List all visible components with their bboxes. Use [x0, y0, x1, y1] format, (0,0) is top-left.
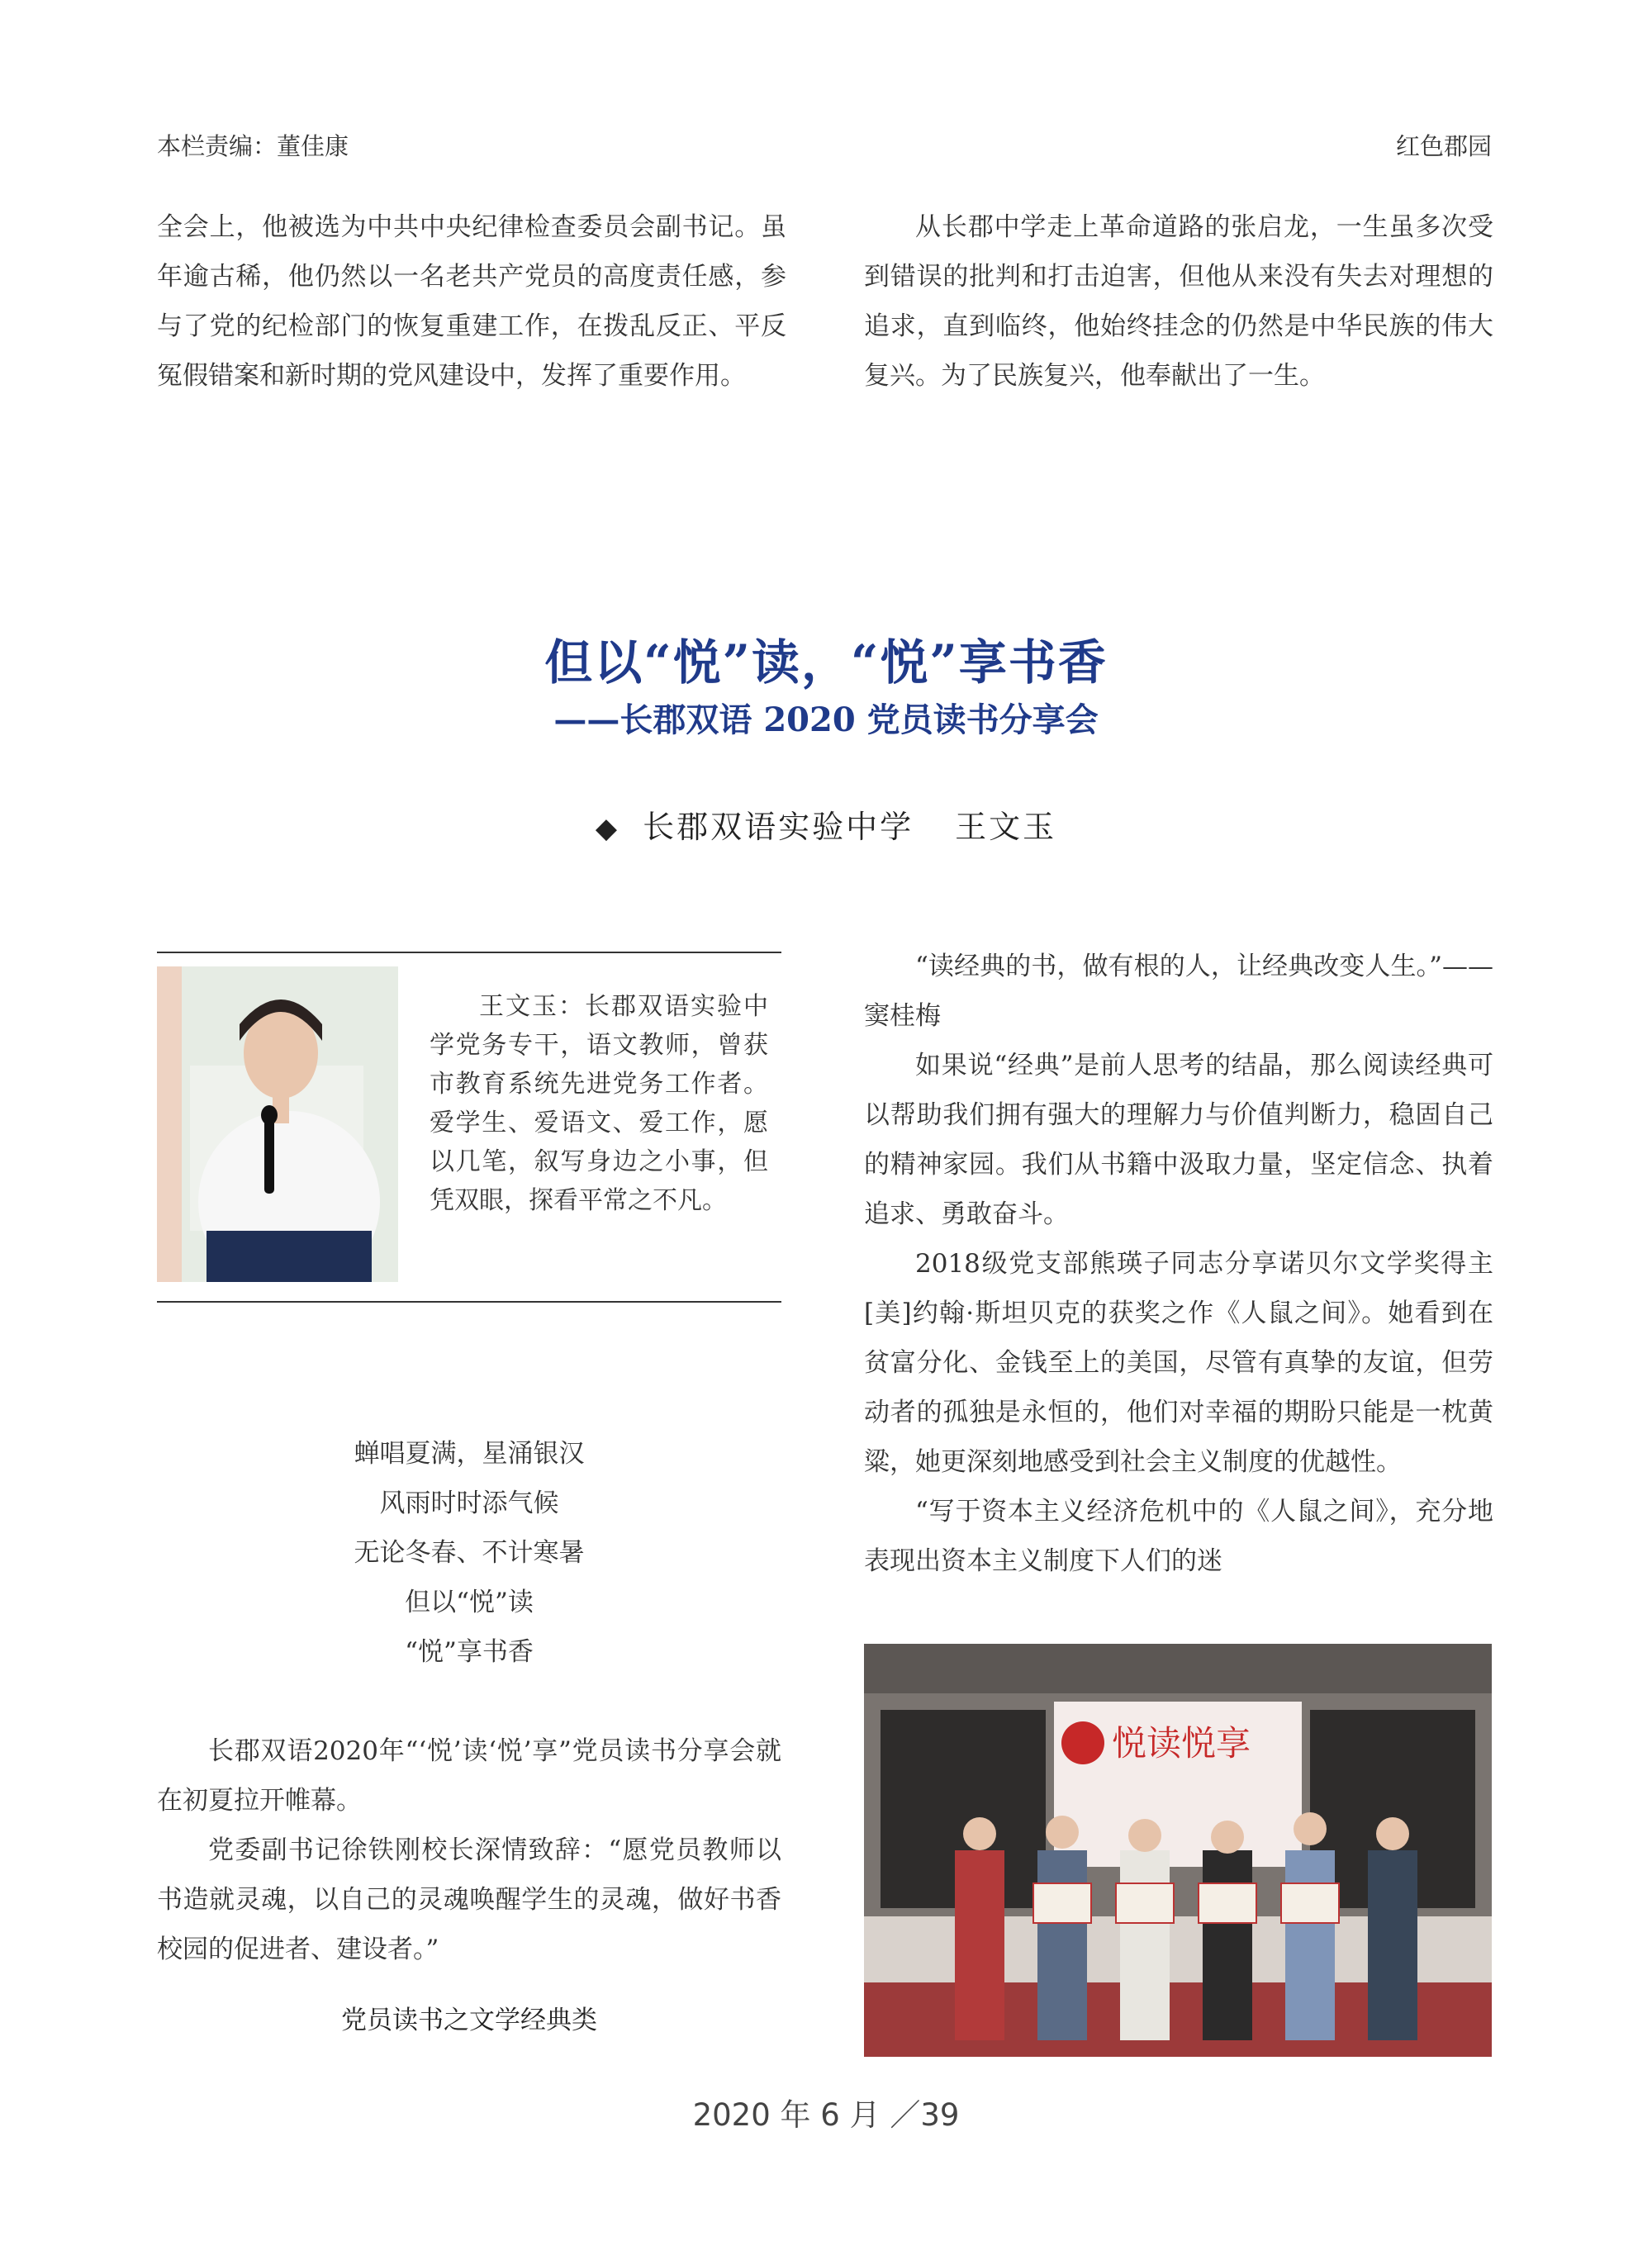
poem-line: 风雨时时添气候: [379, 1488, 559, 1518]
paragraph: “写于资本主义经济危机中的《人鼠之间》，充分地表现出资本主义制度下人们的迷: [864, 1497, 1493, 1576]
paragraph: 党委副书记徐铁刚校长深情致辞：“愿党员教师以书造就灵魂，以自己的灵魂唤醒学生的灵魂，做好书香校园的促进者、建设者。”: [157, 1835, 781, 1964]
poem-line: 但以“悦”读: [405, 1588, 534, 1617]
poem: [157, 1429, 781, 1677]
right-column: [864, 942, 1493, 1586]
top-right-column: [864, 202, 1493, 401]
editor-credit: 本栏责编：董佳康: [157, 132, 349, 160]
poem-line: 蝉唱夏满，星涌银汉: [354, 1439, 585, 1469]
section-name: 红色郡园: [1395, 132, 1492, 160]
paragraph: 长郡双语2020年“‘悦’读‘悦’享”党员读书分享会就在初夏拉开帷幕。: [157, 1736, 781, 1816]
event-banner-text: 悦读悦享: [1112, 1723, 1251, 1764]
bio-bottom-rule: [157, 1301, 781, 1303]
poem-line: “悦”享书香: [405, 1637, 534, 1667]
bio-text: ：长郡双语实验中学党务专干，语文教师，曾获市教育系统先进党务工作者。爱学生、爱语文、爱工作，愿以几笔，叙写身边之小事，但凭双眼，探看平常之不凡。: [430, 992, 768, 1215]
byline-school: 长郡双语实验中学: [643, 809, 914, 845]
bio-top-rule: [157, 952, 781, 953]
author-photo: [157, 966, 398, 1282]
top-left-column: [157, 202, 786, 401]
bio-name: 王文玉: [479, 992, 558, 1021]
byline: [0, 801, 1652, 847]
poem-line: 无论冬春、不计寒暑: [354, 1538, 585, 1568]
paragraph: 如果说“经典”是前人思考的结晶，那么阅读经典可以帮助我们拥有强大的理解力与价值判断力，稳固自己的精神家园。我们从书籍中汲取力量，坚定信念、执着追求、勇敢奋斗。: [864, 1051, 1493, 1229]
paragraph: 2018级党支部熊瑛子同志分享诺贝尔文学奖得主[美]约翰·斯坦贝克的获奖之作《人鼠之间》。她看到在贫富分化、金钱至上的美国，尽管有真挚的友谊，但劳动者的孤独是永恒的，他们对幸福的期盼只能是一枕黄粱，她更深刻地感受到社会主义制度的优越性。: [864, 1249, 1493, 1477]
paragraph: “读经典的书，做有根的人，让经典改变人生。”——窦桂梅: [864, 952, 1493, 1031]
byline-author: 王文玉: [955, 809, 1057, 845]
top-left-paragraph: 全会上，他被选为中共中央纪律检查委员会副书记。虽年逾古稀，他仍然以一名老共产党员的高度责任感，参与了党的纪检部门的恢复重建工作，在拨乱反正、平反冤假错案和新时期的党风建设中，发挥了重要作用。: [157, 212, 786, 391]
author-bio: [430, 987, 768, 1220]
top-right-paragraph: 从长郡中学走上革命道路的张启龙，一生虽多次受到错误的批判和打击迫害，但他从来没有失去对理想的追求，直到临终，他始终挂念的仍然是中华民族的伟大复兴。为了民族复兴，他奉献出了一生。: [864, 212, 1493, 391]
article-subtitle: ——长郡双语 2020 党员读书分享会: [553, 700, 1099, 739]
diamond-bullet-icon: ◆: [595, 812, 620, 845]
event-photo: [864, 1644, 1492, 2057]
article-title: 但以“悦”读，“悦”享书香: [544, 634, 1108, 691]
page-footer: 2020 年 6 月 ／39: [692, 2097, 960, 2133]
section-caption: 党员读书之文学经典类: [341, 2006, 597, 2035]
bottom-left-column: [157, 1726, 781, 1974]
